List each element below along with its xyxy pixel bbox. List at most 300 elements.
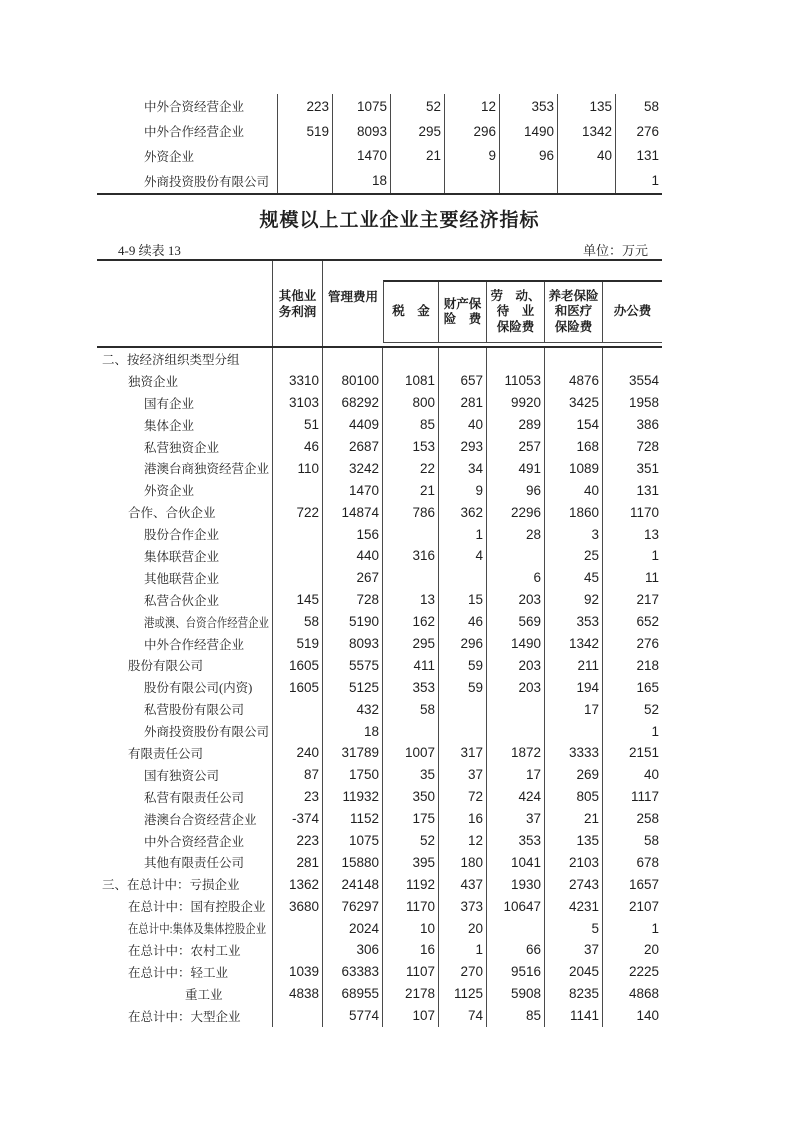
table-row xyxy=(97,370,662,392)
row-label-cell xyxy=(97,786,273,808)
cell-value: 9516 xyxy=(487,961,545,983)
cell-value: 63383 xyxy=(323,961,383,983)
cell-value: 66 xyxy=(487,939,545,961)
cell-value: 1041 xyxy=(487,851,545,873)
cell-value: 440 xyxy=(323,545,383,567)
row-label: 私营有限责任公司 xyxy=(144,790,245,805)
cell-value: 3425 xyxy=(545,392,603,414)
cell-value: 1075 xyxy=(323,830,383,852)
cell-value: 1081 xyxy=(383,370,439,392)
cell-value: 45 xyxy=(545,567,603,589)
row-label-cell xyxy=(97,917,273,939)
cell-value: 3103 xyxy=(273,392,323,414)
cell-value: 1 xyxy=(651,173,659,189)
header-subbox xyxy=(383,280,662,343)
cell-value: 3554 xyxy=(628,373,659,389)
header-line: 财产保 xyxy=(443,296,482,311)
cell-value: 194 xyxy=(545,676,603,698)
cell-value: 68955 xyxy=(323,983,383,1005)
cell-value: 350 xyxy=(383,786,439,808)
cell-value xyxy=(383,348,439,370)
cell-value: 491 xyxy=(487,457,545,479)
cell-value: 21 xyxy=(545,808,603,830)
row-label-cell xyxy=(97,1005,273,1027)
cell-value: 728 xyxy=(323,589,383,611)
row-label-cell xyxy=(97,895,273,917)
cell-value: 240 xyxy=(273,742,323,764)
table-body xyxy=(97,348,662,1027)
cell-value: 76297 xyxy=(323,895,383,917)
table-row xyxy=(97,545,662,567)
cell-value: 4868 xyxy=(628,986,659,1002)
table-row xyxy=(97,348,662,370)
cell-value: 37 xyxy=(545,939,603,961)
cell-value xyxy=(273,567,323,589)
cell-value: 58 xyxy=(273,611,323,633)
cell-value: 317 xyxy=(439,742,487,764)
cell-value: 14874 xyxy=(323,501,383,523)
cell-value: 154 xyxy=(545,414,603,436)
cell-value xyxy=(439,698,487,720)
cell-value: 1490 xyxy=(487,633,545,655)
cell-value xyxy=(445,168,500,193)
row-label-cell xyxy=(97,698,273,720)
cell-value: 74 xyxy=(439,1005,487,1027)
header-cell-rowlabel xyxy=(97,261,273,346)
cell-value: 46 xyxy=(273,436,323,458)
cell-value: 2296 xyxy=(487,501,545,523)
cell-value: 96 xyxy=(500,144,558,169)
cell-value: 295 xyxy=(383,633,439,655)
row-label: 有限责任公司 xyxy=(128,746,204,761)
cell-value: 5774 xyxy=(323,1005,383,1027)
cell-value: 5908 xyxy=(487,983,545,1005)
cell-value: 96 xyxy=(487,479,545,501)
row-label-cell xyxy=(97,851,273,873)
cell-value: 22 xyxy=(383,457,439,479)
header-cell-other-profit xyxy=(273,261,323,346)
cell-value xyxy=(273,939,323,961)
table-row xyxy=(97,436,662,458)
cell-value xyxy=(545,720,603,742)
cell-value: 58 xyxy=(643,833,659,849)
cell-value: 353 xyxy=(545,611,603,633)
table-row xyxy=(97,392,662,414)
cell-value: 17 xyxy=(545,698,603,720)
cell-value xyxy=(487,917,545,939)
cell-value: 52 xyxy=(643,701,659,717)
cell-value xyxy=(273,720,323,742)
cell-value: 386 xyxy=(636,417,659,433)
cell-value: 569 xyxy=(487,611,545,633)
row-label: 中外合资经营企业 xyxy=(144,834,245,849)
cell-value: 13 xyxy=(383,589,439,611)
cell-value: 3 xyxy=(545,523,603,545)
cell-value: 25 xyxy=(545,545,603,567)
cell-value: 289 xyxy=(487,414,545,436)
table-row xyxy=(97,414,662,436)
cell-value: 293 xyxy=(439,436,487,458)
cell-value: 1152 xyxy=(323,808,383,830)
cell-value: 353 xyxy=(383,676,439,698)
cell-value: 168 xyxy=(545,436,603,458)
cell-value: 203 xyxy=(487,654,545,676)
table-row xyxy=(97,742,662,764)
unit-label: 单位：万元 xyxy=(582,243,648,258)
cell-value xyxy=(487,698,545,720)
row-label: 股份有限公司(内资) xyxy=(144,681,253,696)
cell-value xyxy=(383,523,439,545)
cell-value: 156 xyxy=(323,523,383,545)
header-line: 劳 动、 xyxy=(490,288,541,303)
row-label-cell xyxy=(97,808,273,830)
row-label: 外商投资股份有限公司 xyxy=(144,174,270,189)
cell-value: 1170 xyxy=(383,895,439,917)
cell-value: 1 xyxy=(439,523,487,545)
cell-value: 657 xyxy=(439,370,487,392)
cell-value: 24148 xyxy=(323,873,383,895)
cell-value: 353 xyxy=(500,94,558,119)
cell-value: 1089 xyxy=(545,457,603,479)
cell-value: 281 xyxy=(273,851,323,873)
cell-value: 92 xyxy=(545,589,603,611)
cell-value xyxy=(558,168,616,193)
cell-value: 1007 xyxy=(383,742,439,764)
table-row xyxy=(97,654,662,676)
cell-value: 362 xyxy=(439,501,487,523)
cell-value: 411 xyxy=(383,654,439,676)
cell-value: 13 xyxy=(643,526,659,542)
cell-value: 1192 xyxy=(383,873,439,895)
cell-value: 1 xyxy=(651,548,659,564)
cell-value: 519 xyxy=(273,633,323,655)
row-label-cell xyxy=(97,144,278,169)
row-label: 外资企业 xyxy=(144,149,195,164)
row-label-cell xyxy=(97,873,273,895)
table-row xyxy=(97,830,662,852)
main-table xyxy=(97,259,662,1027)
cell-value xyxy=(603,348,662,370)
cell-value: 728 xyxy=(636,439,659,454)
row-label: 股份合作企业 xyxy=(144,528,220,543)
row-label-cell xyxy=(97,611,273,633)
cell-value: 6 xyxy=(487,567,545,589)
row-label-cell xyxy=(97,392,273,414)
cell-value: 296 xyxy=(445,119,500,144)
cell-value xyxy=(545,348,603,370)
cell-value: 59 xyxy=(439,676,487,698)
cell-value xyxy=(383,720,439,742)
cell-value: 162 xyxy=(383,611,439,633)
row-label-cell xyxy=(97,742,273,764)
cell-value: 1605 xyxy=(273,676,323,698)
table-row xyxy=(97,939,662,961)
cell-value: 131 xyxy=(636,482,659,498)
cell-value: 203 xyxy=(487,589,545,611)
cell-value: 11932 xyxy=(323,786,383,808)
row-label-cell xyxy=(97,501,273,523)
cell-value: 10647 xyxy=(487,895,545,917)
row-label-cell xyxy=(97,830,273,852)
row-label-cell xyxy=(97,720,273,742)
cell-value: 180 xyxy=(439,851,487,873)
cell-value: 20 xyxy=(643,942,659,958)
header-line: 和医疗 xyxy=(554,304,593,319)
row-label-cell xyxy=(97,676,273,698)
cell-value: 1958 xyxy=(628,395,659,411)
cell-value: 211 xyxy=(545,654,603,676)
cell-value xyxy=(273,698,323,720)
cell-value: 424 xyxy=(487,786,545,808)
cell-value: 51 xyxy=(273,414,323,436)
cell-value xyxy=(278,144,333,169)
header-cell-office-fee: 办公费 xyxy=(613,304,652,319)
cell-value: 58 xyxy=(643,98,659,114)
cell-value: 2743 xyxy=(545,873,603,895)
cell-value: 270 xyxy=(439,961,487,983)
cell-value xyxy=(273,348,323,370)
row-label: 合作、合伙企业 xyxy=(128,506,216,521)
table-row xyxy=(97,961,662,983)
cell-value: 1141 xyxy=(545,1005,603,1027)
row-label-cell xyxy=(97,348,273,370)
cell-value: 1342 xyxy=(558,119,616,144)
cell-value: 432 xyxy=(323,698,383,720)
cell-value xyxy=(439,348,487,370)
cell-value: 135 xyxy=(545,830,603,852)
cell-value: 4876 xyxy=(545,370,603,392)
cell-value: 2024 xyxy=(323,917,383,939)
row-label-cell xyxy=(97,436,273,458)
row-label: 二、按经济组织类型分组 xyxy=(102,352,240,367)
cell-value: 306 xyxy=(323,939,383,961)
table-row xyxy=(97,895,662,917)
row-label: 重工业 xyxy=(185,987,223,1002)
header-cell-labor-insurance xyxy=(487,282,545,342)
cell-value: 1490 xyxy=(500,119,558,144)
cell-value: 1 xyxy=(651,920,659,936)
row-label-cell xyxy=(97,94,278,119)
cell-value: 1 xyxy=(439,939,487,961)
cell-value: 87 xyxy=(273,764,323,786)
row-label-cell xyxy=(97,983,273,1005)
cell-value xyxy=(487,348,545,370)
cell-value: 52 xyxy=(391,94,445,119)
cell-value: 8235 xyxy=(545,983,603,1005)
cell-value: 2045 xyxy=(545,961,603,983)
header-line: 保险费 xyxy=(554,319,593,334)
row-label: 外资企业 xyxy=(144,484,195,499)
cell-value xyxy=(273,523,323,545)
cell-value: 131 xyxy=(636,148,659,164)
row-label: 三、在总计中：亏损企业 xyxy=(102,878,240,893)
cell-value: 165 xyxy=(636,679,659,695)
table-row xyxy=(97,567,662,589)
cell-value: 2107 xyxy=(628,898,659,914)
table-row xyxy=(97,983,662,1005)
cell-value: 276 xyxy=(636,636,659,652)
cell-value: 68292 xyxy=(323,392,383,414)
cell-value: 5575 xyxy=(323,654,383,676)
cell-value: 18 xyxy=(333,168,391,193)
cell-value xyxy=(323,348,383,370)
cell-value: 8093 xyxy=(333,119,391,144)
cell-value: 37 xyxy=(439,764,487,786)
cell-value: 395 xyxy=(383,851,439,873)
cell-value: 805 xyxy=(545,786,603,808)
header-line: 其他业 xyxy=(278,288,317,303)
cell-value: 9920 xyxy=(487,392,545,414)
cell-value: 519 xyxy=(278,119,333,144)
cell-value: 786 xyxy=(383,501,439,523)
cell-value xyxy=(273,479,323,501)
cell-value: 11 xyxy=(644,570,659,586)
cell-value: 652 xyxy=(636,614,659,630)
cell-value: 153 xyxy=(383,436,439,458)
cell-value: 135 xyxy=(558,94,616,119)
cell-value: 15880 xyxy=(323,851,383,873)
row-label: 其他有限责任公司 xyxy=(144,856,245,871)
cell-value: 373 xyxy=(439,895,487,917)
cell-value: 1117 xyxy=(630,789,659,805)
cell-value: 1605 xyxy=(273,654,323,676)
cell-value: 3310 xyxy=(273,370,323,392)
row-label: 私营独资企业 xyxy=(144,440,220,455)
row-label-cell xyxy=(97,523,273,545)
table-row xyxy=(97,119,662,144)
cell-value: 2178 xyxy=(383,983,439,1005)
cell-value: 9 xyxy=(445,144,500,169)
cell-value: 276 xyxy=(636,123,659,139)
cell-value: 8093 xyxy=(323,633,383,655)
row-label-cell xyxy=(97,961,273,983)
cell-value: 2225 xyxy=(628,964,659,980)
row-label-cell xyxy=(97,654,273,676)
cell-value: 52 xyxy=(383,830,439,852)
table-row xyxy=(97,589,662,611)
cell-value: 217 xyxy=(636,592,659,608)
header-line: 养老保险 xyxy=(548,288,599,303)
cell-value: 2151 xyxy=(628,745,659,761)
cell-value xyxy=(500,168,558,193)
cell-value: 20 xyxy=(439,917,487,939)
cell-value: 110 xyxy=(273,457,323,479)
cell-value: 58 xyxy=(383,698,439,720)
row-label: 在总计中：国有控股企业 xyxy=(128,900,266,915)
cell-value xyxy=(383,567,439,589)
table-row xyxy=(97,698,662,720)
row-label-cell xyxy=(97,457,273,479)
table-row xyxy=(97,144,662,169)
row-label: 港澳台合资经营企业 xyxy=(144,812,257,827)
row-label-cell xyxy=(97,633,273,655)
cell-value: 203 xyxy=(487,676,545,698)
cell-value: 59 xyxy=(439,654,487,676)
table-row xyxy=(97,168,662,193)
cell-value: 34 xyxy=(439,457,487,479)
cell-value: 85 xyxy=(487,1005,545,1027)
cell-value: 40 xyxy=(439,414,487,436)
cell-value: 295 xyxy=(391,119,445,144)
cell-value: 3242 xyxy=(323,457,383,479)
cell-value: 218 xyxy=(636,657,659,673)
cell-value: 269 xyxy=(545,764,603,786)
cell-value: 316 xyxy=(383,545,439,567)
row-label: 集体联营企业 xyxy=(144,549,220,564)
cell-value: 1125 xyxy=(439,983,487,1005)
table-row xyxy=(97,1005,662,1027)
row-label: 在总计中：轻工业 xyxy=(128,965,229,980)
cell-value: 11053 xyxy=(487,370,545,392)
cell-value: 1470 xyxy=(333,144,391,169)
cell-value: 17 xyxy=(487,764,545,786)
cell-value: 80100 xyxy=(323,370,383,392)
cell-value: 223 xyxy=(273,830,323,852)
table-ref: 4-9 续表 13 xyxy=(118,243,181,258)
cell-value: 5125 xyxy=(323,676,383,698)
page-title: 规模以上工业企业主要经济指标 xyxy=(259,210,540,231)
cell-value: 4838 xyxy=(273,983,323,1005)
cell-value: 1107 xyxy=(383,961,439,983)
header-subbox-wrap xyxy=(383,261,662,346)
header-line: 待 业 xyxy=(496,304,535,319)
cell-value: -374 xyxy=(273,808,323,830)
cell-value: 678 xyxy=(636,854,659,870)
row-label: 国有独资公司 xyxy=(144,768,220,783)
cell-value: 1930 xyxy=(487,873,545,895)
cell-value: 107 xyxy=(383,1005,439,1027)
cell-value: 175 xyxy=(383,808,439,830)
row-label: 集体企业 xyxy=(144,418,195,433)
cell-value: 1075 xyxy=(333,94,391,119)
table-caption xyxy=(97,240,662,258)
header-cell-pension-insurance xyxy=(545,282,603,342)
cell-value: 4 xyxy=(439,545,487,567)
cell-value: 1 xyxy=(651,723,659,739)
row-label: 股份有限公司 xyxy=(128,659,204,674)
table-header xyxy=(97,261,662,348)
continuation-table xyxy=(97,94,662,195)
cell-value xyxy=(439,720,487,742)
cell-value: 4231 xyxy=(545,895,603,917)
cell-value: 800 xyxy=(383,392,439,414)
row-label-cell xyxy=(97,939,273,961)
cell-value xyxy=(391,168,445,193)
cell-value: 140 xyxy=(636,1008,659,1024)
cell-value: 18 xyxy=(323,720,383,742)
cell-value: 1860 xyxy=(545,501,603,523)
row-label: 独资企业 xyxy=(128,374,179,389)
row-label: 港或澳、台资合作经营企业 xyxy=(144,615,269,630)
cell-value: 267 xyxy=(323,567,383,589)
cell-value: 35 xyxy=(383,764,439,786)
row-label: 私营合伙企业 xyxy=(144,593,220,608)
cell-value: 12 xyxy=(445,94,500,119)
cell-value: 2103 xyxy=(545,851,603,873)
cell-value: 351 xyxy=(636,460,659,476)
table-row xyxy=(97,523,662,545)
cell-value: 257 xyxy=(487,436,545,458)
header-cell-admin-expense: 管理费用 xyxy=(327,290,378,304)
table-row xyxy=(97,676,662,698)
row-label-cell xyxy=(97,545,273,567)
table-row xyxy=(97,786,662,808)
row-label-cell xyxy=(97,414,273,436)
table-row xyxy=(97,611,662,633)
row-label: 中外合资经营企业 xyxy=(144,100,245,115)
cell-value: 10 xyxy=(383,917,439,939)
cell-value: 1657 xyxy=(628,876,659,892)
